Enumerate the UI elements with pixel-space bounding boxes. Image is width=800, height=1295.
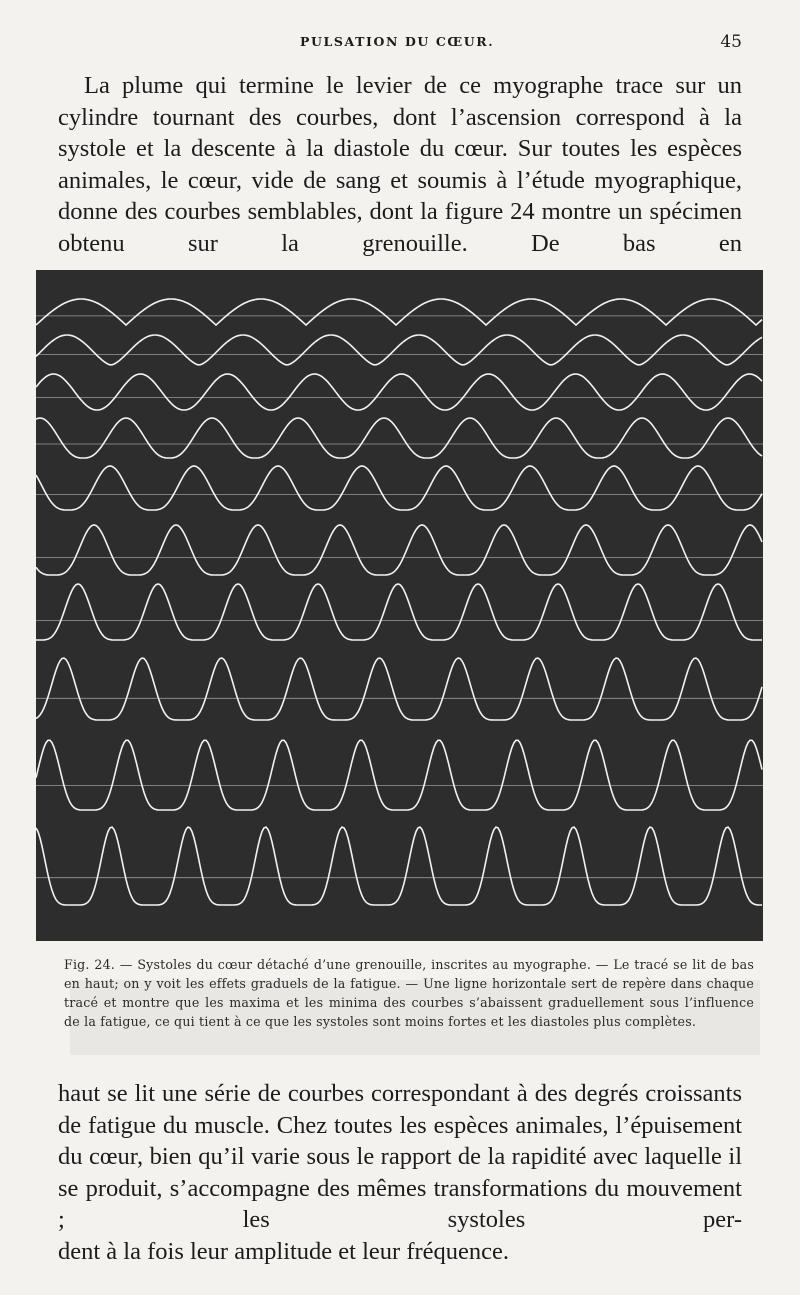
myograph-trace <box>36 827 762 905</box>
running-title: PULSATION DU CŒUR. <box>300 34 495 49</box>
myograph-trace <box>36 658 762 720</box>
figure-label: Fig. 24. <box>64 957 116 972</box>
myograph-trace <box>36 525 762 575</box>
myograph-figure <box>36 270 763 941</box>
myograph-trace <box>36 299 762 325</box>
running-head <box>0 34 800 54</box>
myograph-traces <box>36 270 763 941</box>
myograph-trace <box>36 418 762 458</box>
caption-text: — Systoles du cœur détaché d’une grenouille, inscrites au myographe. — Le tracé se lit de bas en haut; on y voit les effets graduels de la fatigue. — Une ligne horizontale sert de repère dans chaque tracé et montre que les maxima et les minima des courbes s’abaissent graduellement sous l’influence de la fatigue, ce qui tient à ce que les systoles sont moins fortes et les diastoles plus complètes. <box>64 957 754 1029</box>
myograph-trace <box>36 740 762 810</box>
myograph-trace <box>36 584 762 640</box>
bottom-paragraph <box>58 1078 742 1267</box>
myograph-trace <box>36 374 762 410</box>
bottom-paragraph-main: haut se lit une série de courbes correspondant à des degrés croissants de fatigue du muscle. Chez toutes les espèces animales, l’épuisement du cœur, bien qu’il varie sous le rapport de la rapidité avec laquelle il se produit, s’accompagne des mêmes transformations du mouvement ; les systoles per- <box>58 1080 742 1233</box>
bottom-paragraph-last-line: dent à la fois leur amplitude et leur fréquence. <box>58 1237 510 1265</box>
myograph-trace <box>36 335 762 365</box>
page-number: 45 <box>720 32 742 52</box>
figure-caption <box>64 955 754 1031</box>
myograph-trace <box>36 466 762 510</box>
top-paragraph: La plume qui termine le levier de ce myographe trace sur un cylindre tournant des courbes, dont l’ascension correspond à la systole et la descente à la diastole du cœur. Sur toutes les espèces animales, le cœur, vide de sang et soumis à l’étude myographique, donne des courbes semblables, dont la figure 24 montre un spécimen obtenu sur la grenouille. De bas en <box>58 72 742 257</box>
